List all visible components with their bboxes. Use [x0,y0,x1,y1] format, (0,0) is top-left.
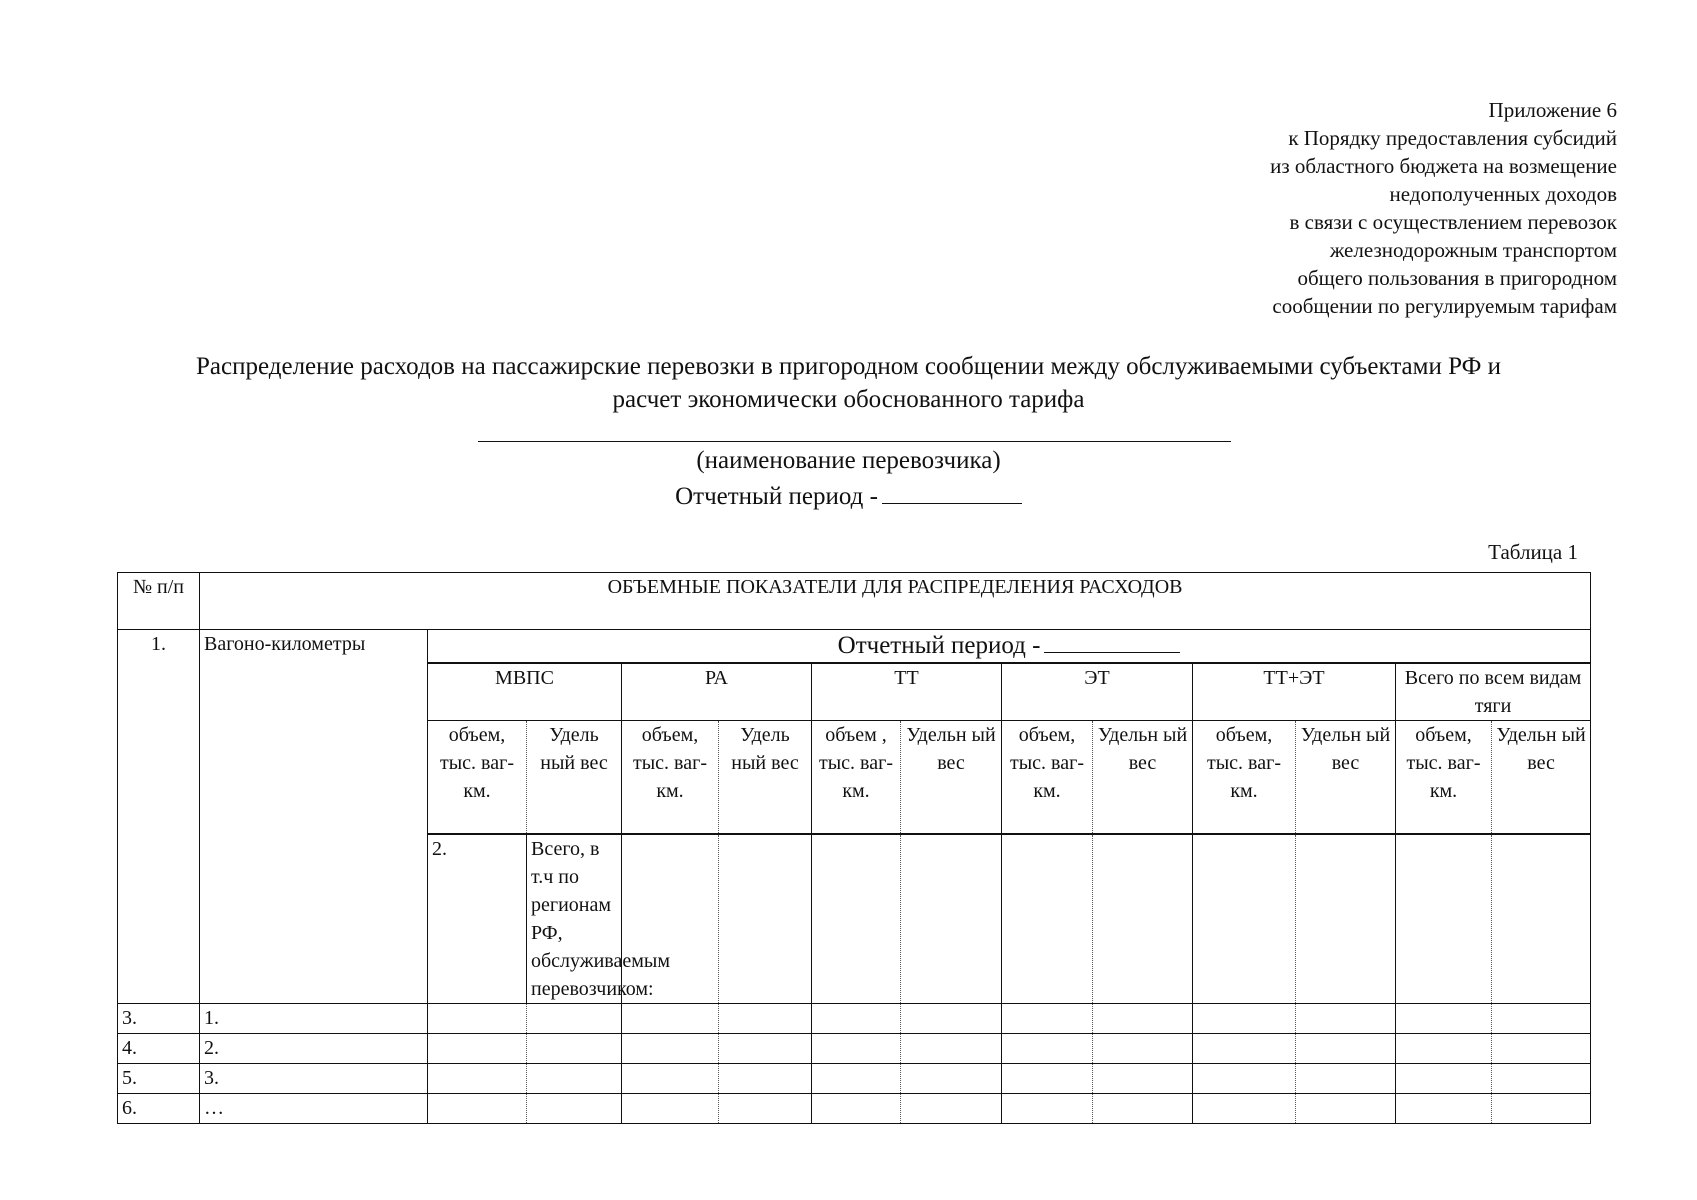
row-1-num: 1. [118,630,200,1004]
sub-header-share: Удель ный вес [719,721,812,835]
sub-header-share: Удельн ый вес [1296,721,1396,835]
data-cell[interactable] [719,1034,812,1064]
appendix-line: к Порядку предоставления субсидий [1288,126,1617,150]
appendix-line: сообщении по регулируемым тарифам [1272,294,1617,318]
table-period-label: Отчетный период - [837,632,1041,659]
sub-header-volume: объем, тыс. ваг-км. [428,721,527,835]
data-cell[interactable] [719,1094,812,1124]
sub-header-share: Удельн ый вес [1093,721,1193,835]
data-cell[interactable] [527,1064,622,1094]
table-period-blank[interactable] [1044,630,1180,653]
carrier-name-caption: (наименование перевозчика) [696,447,1001,474]
data-cell[interactable] [901,834,1002,1004]
sub-header-volume: объем, тыс. ваг-км. [1193,721,1296,835]
data-cell[interactable] [1396,1064,1492,1094]
data-cell[interactable] [1396,834,1492,1004]
appendix-line: общего пользования в пригородном [1297,266,1617,290]
reporting-period-blank[interactable] [882,477,1022,504]
appendix-line: из областного бюджета на возмещение [1270,154,1617,178]
data-cell[interactable] [1492,1094,1591,1124]
document-title-line1: Распределение расходов на пассажирские перевозки в пригородном сообщении между обслуживаемыми субъектами РФ и [196,353,1501,380]
table-header-row [118,573,1591,630]
data-cell[interactable] [901,1004,1002,1034]
appendix-line: железнодорожным транспортом [1329,238,1617,262]
data-cell[interactable] [812,1094,901,1124]
data-cell[interactable] [901,1064,1002,1094]
carrier-name-blank-line[interactable] [478,441,1231,442]
table-row [118,1094,1591,1124]
data-cell[interactable] [1193,1094,1296,1124]
data-cell[interactable] [1492,1004,1591,1034]
data-cell[interactable] [1396,1034,1492,1064]
row-1-label: Вагоно-километры [200,630,428,1004]
data-cell[interactable] [719,1004,812,1034]
data-cell[interactable] [1296,1034,1396,1064]
row-label: 1. [200,1004,428,1034]
data-cell[interactable] [1193,1034,1296,1064]
data-cell[interactable] [1093,1004,1193,1034]
sub-header-volume: объем, тыс. ваг-км. [622,721,719,835]
data-cell[interactable] [527,1004,622,1034]
row-label: 2. [200,1034,428,1064]
data-cell[interactable] [901,1034,1002,1064]
data-cell[interactable] [812,1034,901,1064]
data-cell[interactable] [812,1064,901,1094]
traction-group-tt-et: ТТ+ЭТ [1193,663,1396,721]
data-cell[interactable] [1002,834,1093,1004]
sub-header-share: Удельн ый вес [901,721,1002,835]
traction-group-et: ЭТ [1002,663,1193,721]
data-cell[interactable] [1002,1064,1093,1094]
data-cell[interactable] [1193,1064,1296,1094]
row-num: 4. [118,1034,200,1064]
reporting-period-label: Отчетный период - [675,483,878,510]
data-cell[interactable] [1492,1034,1591,1064]
data-cell[interactable] [1396,1004,1492,1034]
data-cell[interactable] [1093,1064,1193,1094]
data-cell[interactable] [1492,1064,1591,1094]
data-cell[interactable] [622,1094,719,1124]
data-cell[interactable] [1296,1064,1396,1094]
table-period-cell [428,630,1591,664]
sub-header-share: Удельн ый вес [1492,721,1591,835]
appendix-block [1270,96,1617,320]
reporting-period-line [0,477,1697,513]
num-header-cell: № п/п [118,573,200,630]
data-cell[interactable] [428,1004,527,1034]
data-cell[interactable] [719,1064,812,1094]
row-num: 6. [118,1094,200,1124]
document-title-line2: расчет экономически обоснованного тарифа [612,386,1085,413]
traction-group-mvps: МВПС [428,663,622,721]
row-label: Всего, в т.ч по регионам РФ, обслуживаемым перевозчиком: [527,834,622,1004]
data-cell[interactable] [1002,1094,1093,1124]
data-cell[interactable] [1093,1034,1193,1064]
data-cell[interactable] [428,1094,527,1124]
table-row [118,1034,1591,1064]
data-cell[interactable] [719,834,812,1004]
data-cell[interactable] [1396,1094,1492,1124]
traction-group-tt: ТТ [812,663,1002,721]
appendix-line: недополученных доходов [1389,182,1617,206]
data-cell[interactable] [1193,834,1296,1004]
volume-indicators-table [117,572,1591,1124]
data-cell[interactable] [1296,1094,1396,1124]
sub-header-volume: объем , тыс. ваг-км. [812,721,901,835]
row-num: 5. [118,1064,200,1094]
data-cell[interactable] [901,1094,1002,1124]
traction-group-total: Всего по всем видам тяги [1396,663,1591,721]
data-cell[interactable] [527,1094,622,1124]
row-num: 2. [428,834,527,1004]
data-cell[interactable] [428,1034,527,1064]
main-header-cell: ОБЪЕМНЫЕ ПОКАЗАТЕЛИ ДЛЯ РАСПРЕДЕЛЕНИЯ РАСХОДОВ [200,573,1591,630]
row-label: 3. [200,1064,428,1094]
sub-header-volume: объем, тыс. ваг-км. [1002,721,1093,835]
data-cell[interactable] [428,1064,527,1094]
row-label: … [200,1094,428,1124]
data-cell[interactable] [1193,1004,1296,1034]
sub-header-share: Удель ный вес [527,721,622,835]
row-num: 3. [118,1004,200,1034]
data-cell[interactable] [1492,834,1591,1004]
data-cell[interactable] [1296,834,1396,1004]
data-cell[interactable] [622,1034,719,1064]
document-title [0,350,1697,416]
sub-header-volume: объем, тыс. ваг-км. [1396,721,1492,835]
data-cell[interactable] [812,1004,901,1034]
data-cell[interactable] [1093,1094,1193,1124]
appendix-line: Приложение 6 [1488,98,1617,122]
row-1 [118,630,1591,664]
data-cell[interactable] [1296,1004,1396,1034]
table-row [118,1004,1591,1034]
data-cell[interactable] [1093,834,1193,1004]
data-cell[interactable] [1002,1004,1093,1034]
traction-group-ra: РА [622,663,812,721]
data-cell[interactable] [1002,1034,1093,1064]
table-row [118,1064,1591,1094]
data-cell[interactable] [527,1034,622,1064]
appendix-line: в связи с осуществлением перевозок [1289,210,1617,234]
data-cell[interactable] [812,834,901,1004]
data-cell[interactable] [622,1004,719,1034]
data-cell[interactable] [622,1064,719,1094]
table-label: Таблица 1 [1488,540,1578,564]
